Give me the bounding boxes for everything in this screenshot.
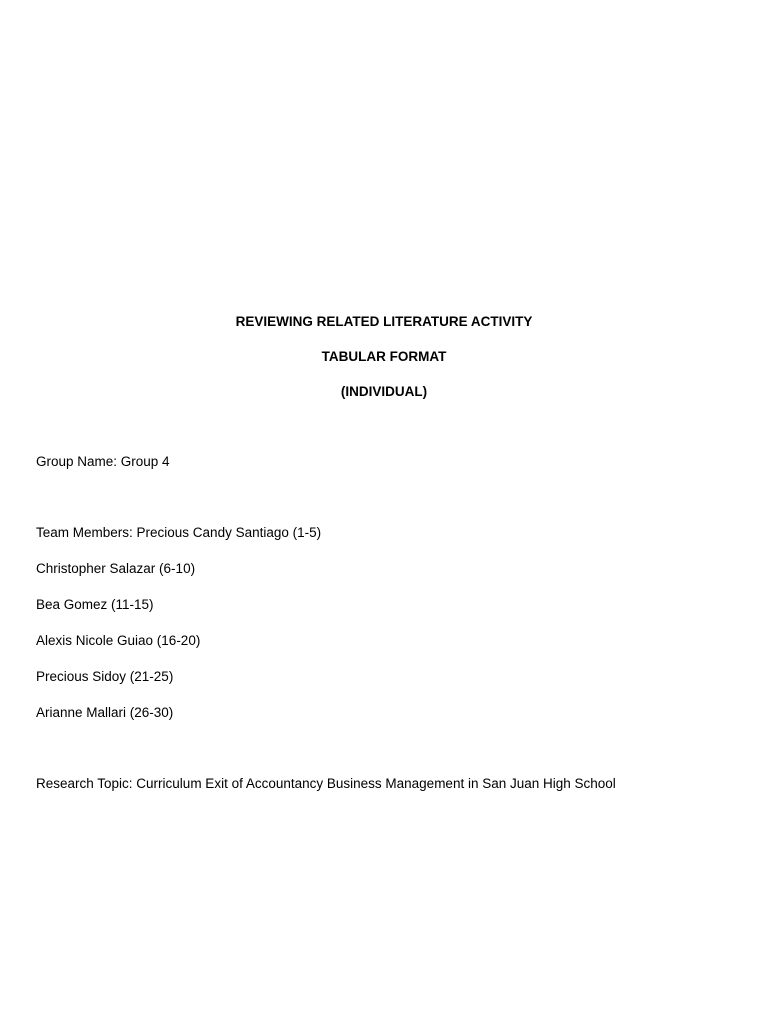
team-member-item: Arianne Mallari (26-30) bbox=[36, 705, 174, 720]
team-member-item: Christopher Salazar (6-10) bbox=[36, 561, 196, 576]
group-name: Group Name: Group 4 bbox=[36, 454, 170, 469]
team-member-item: Precious Sidoy (21-25) bbox=[36, 669, 174, 684]
team-member-item: Alexis Nicole Guiao (16-20) bbox=[36, 633, 201, 648]
document-title: REVIEWING RELATED LITERATURE ACTIVITY bbox=[235, 314, 533, 329]
team-member-item: Bea Gomez (11-15) bbox=[36, 597, 154, 612]
research-topic: Research Topic: Curriculum Exit of Accountancy Business Management in San Juan High School bbox=[36, 776, 616, 791]
team-member-item: Team Members: Precious Candy Santiago (1-5) bbox=[36, 525, 322, 540]
document-mode: (INDIVIDUAL) bbox=[340, 384, 428, 399]
document-subtitle: TABULAR FORMAT bbox=[321, 349, 447, 364]
